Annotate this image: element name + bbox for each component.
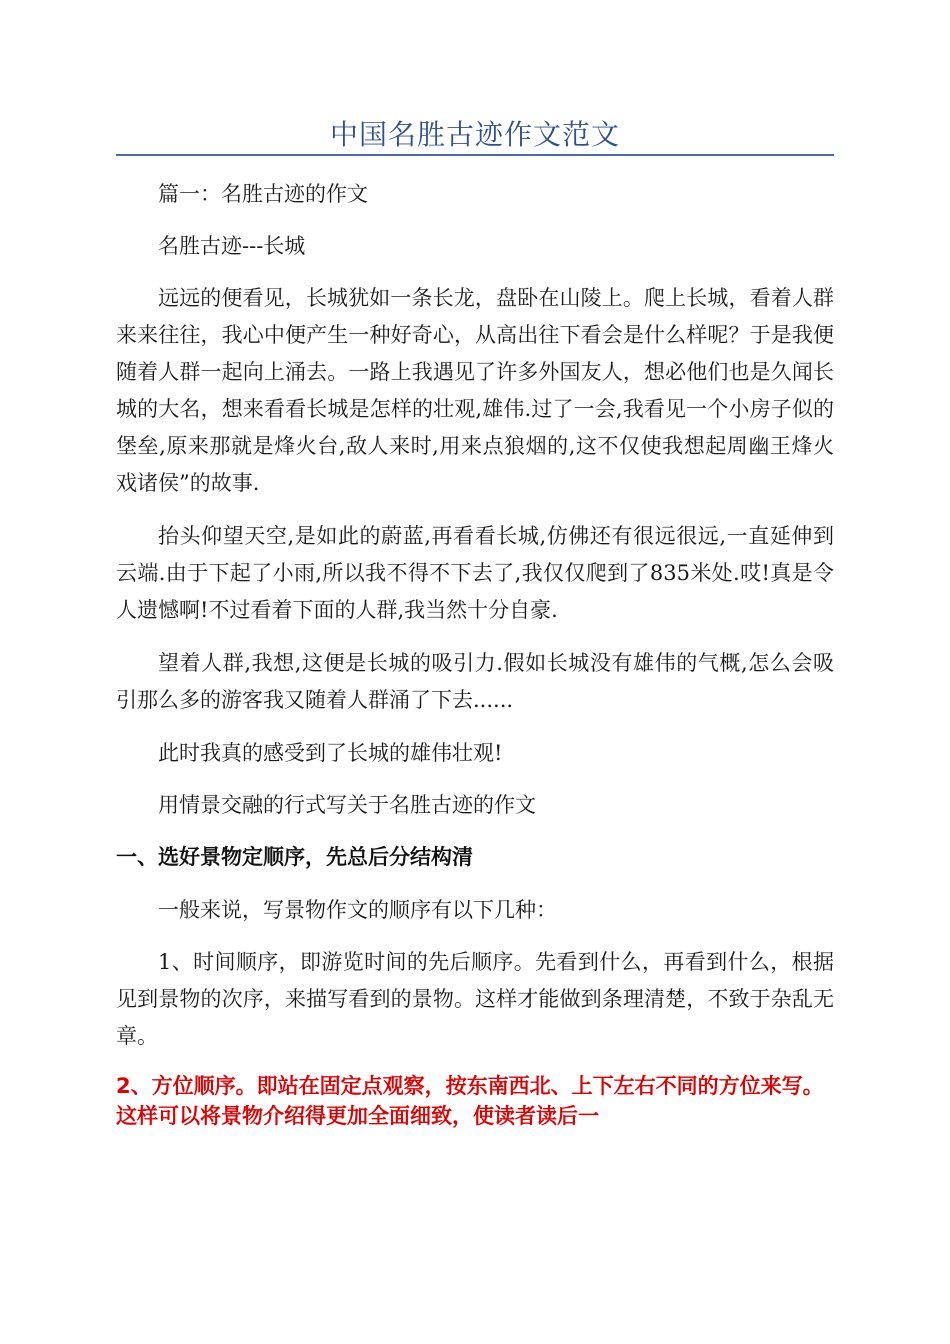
paragraph: 此时我真的感受到了长城的雄伟壮观! [158,741,503,765]
paragraph: 抬头仰望天空,是如此的蔚蓝,再看看长城,仿佛还有很远很远,一直延伸到云端.由于下起了小雨,所以我不得不下去了,我仅仅爬到了835米处.哎!真是令人遗憾啊!不过看着下面的人群,我当然十分自豪. [116,524,834,622]
section-heading: 一、选好景物定顺序，先总后分结构清 [116,845,473,869]
paragraph: 远远的便看见，长城犹如一条长龙，盘卧在山陵上。爬上长城，看着人群来来往往，我心中便产生一种好奇心，从高出往下看会是什么样呢？于是我便随着人群一起向上涌去。一路上我遇见了许多外国友人，想必他们也是久闻长城的大名，想来看看长城是怎样的壮观,雄伟.过了一会,我看见一个小房子似的堡垒,原来那就是烽火台,敌人来时,用来点狼烟的,这不仅使我想起周幽王烽火戏诸侯”的故事. [116,286,834,495]
paragraph: 用情景交融的行式写关于名胜古迹的作文 [158,793,536,817]
paragraph: 篇一：名胜古迹的作文 [158,182,368,206]
highlighted-heading: 2、方位顺序。即站在固定点观察，按东南西北、上下左右不同的方位来写。这样可以将景物介绍得更加全面细致，使读者读后一 [116,1074,824,1128]
page-title: 中国名胜古迹作文范文 [329,118,620,151]
title-divider [116,154,834,156]
paragraph: 一般来说，写景物作文的顺序有以下几种： [158,898,557,922]
paragraph: 1、时间顺序，即游览时间的先后顺序。先看到什么，再看到什么，根据见到景物的次序，来描写看到的景物。这样才能做到条理清楚，不致于杂乱无章。 [116,950,834,1048]
paragraph: 名胜古迹---长城 [158,234,306,258]
paragraph: 望着人群,我想,这便是长城的吸引力.假如长城没有雄伟的气概,怎么会吸引那么多的游客我又随着人群涌了下去...... [116,651,834,712]
document-body [116,176,834,1147]
